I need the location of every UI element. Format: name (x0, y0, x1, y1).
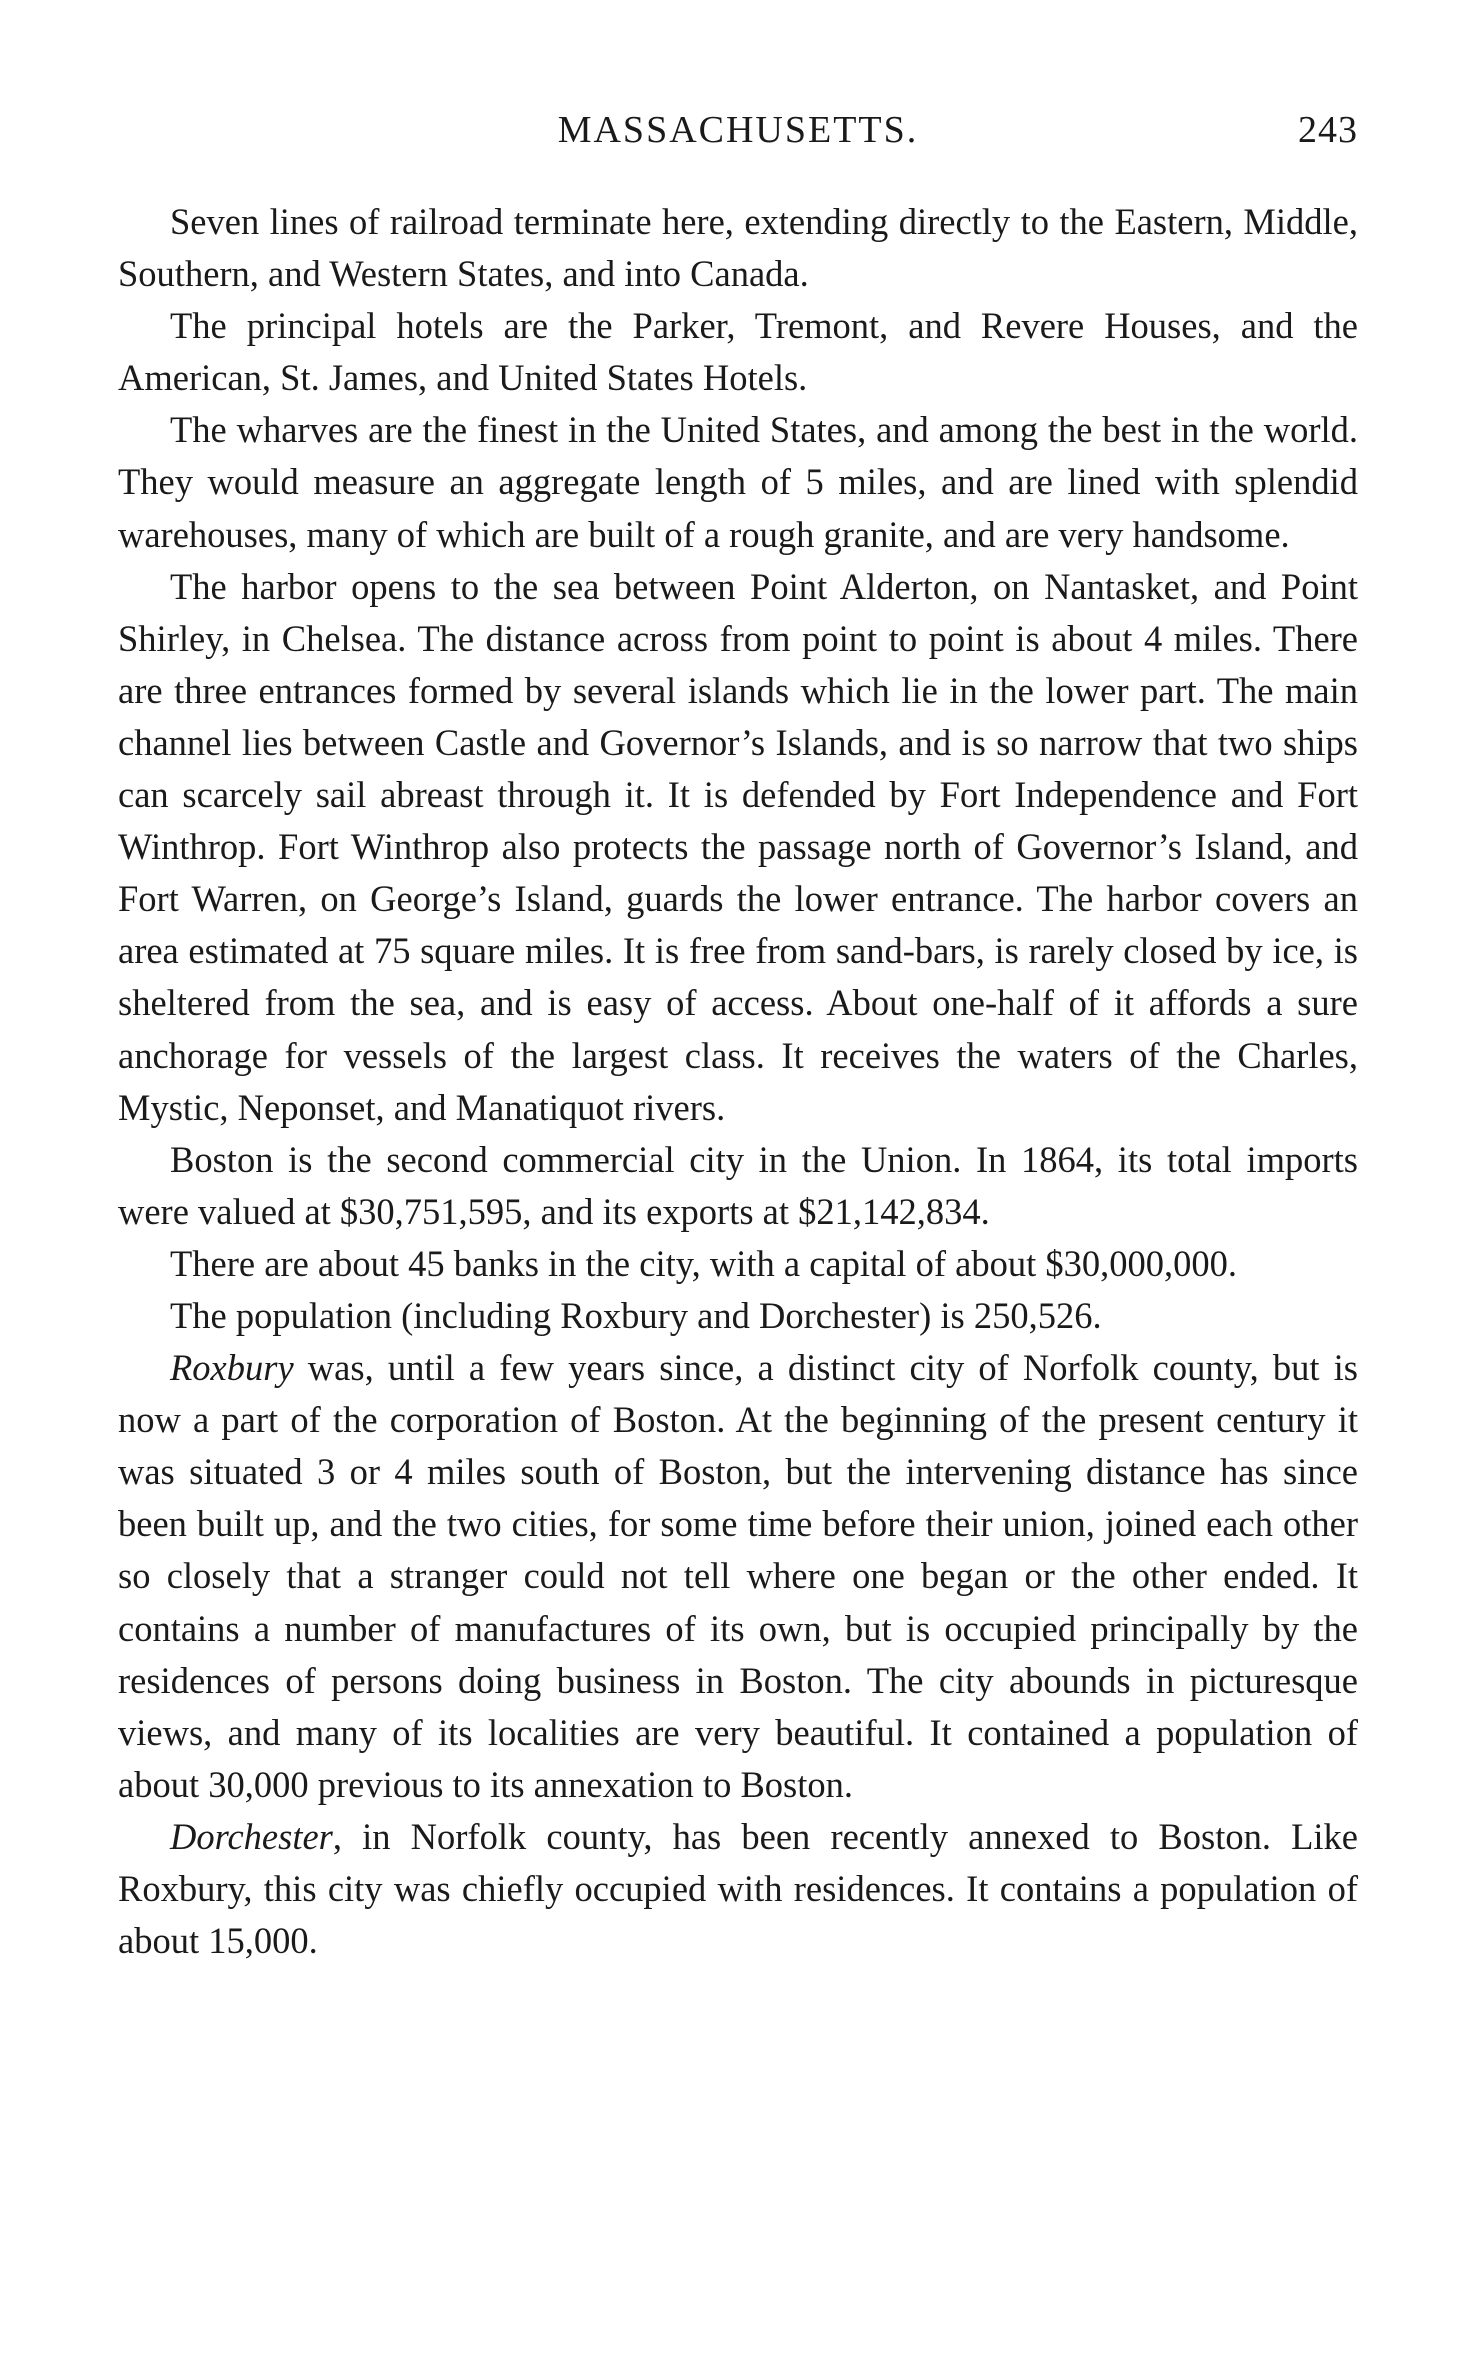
paragraph-wharves (118, 404, 1358, 560)
place-name-roxbury: Roxbury (170, 1347, 294, 1389)
paragraph-text: Seven lines of railroad terminate here, extending directly to the Eastern, Middle, Southern, and Western States, and into Canada. (118, 201, 1358, 295)
paragraph-text: There are about 45 banks in the city, with a capital of about $30,000,000. (170, 1242, 1237, 1284)
paragraph-harbor (118, 561, 1358, 1134)
paragraph-text: The harbor opens to the sea between Point Alderton, on Nantasket, and Point Shirley, in Chelsea. The distance across from point to point is about 4 miles. There are three entrances formed by several islands which lie in the lower part. The main channel lies between Castle and Governor’s Islands, and is so narrow that two ships can scarcely sail abreast through it. It is defended by Fort Independence and Fort Winthrop. Fort Winthrop also protects the passage north of Governor’s Island, and Fort Warren, on George’s Island, guards the lower entrance. The harbor covers an area estimated at 75 square miles. It is free from sand-bars, is rarely closed by ice, is sheltered from the sea, and is easy of access. About one-half of it affords a sure anchorage for vessels of the largest class. It receives the waters of the Charles, Mystic, Neponset, and Manatiquot rivers. (118, 565, 1358, 1128)
running-head (118, 108, 1358, 168)
paragraph-railroads (118, 196, 1358, 300)
paragraph-roxbury (118, 1342, 1358, 1811)
paragraph-commerce (118, 1134, 1358, 1238)
paragraph-dorchester (118, 1811, 1358, 1967)
paragraph-text: Boston is the second commercial city in the Union. In 1864, its total imports were valued at $30,751,595, and its exports at $21,142,834. (118, 1138, 1358, 1232)
paragraph-text: , in Norfolk county, has been recently annexed to Boston. Like Roxbury, this city was chiefly occupied with residences. It contains a population of about 15,000. (118, 1815, 1358, 1962)
running-title: MASSACHUSETTS. (557, 109, 919, 151)
paragraph-banks (118, 1238, 1358, 1290)
paragraph-text: The population (including Roxbury and Dorchester) is 250,526. (170, 1294, 1102, 1336)
paragraph-population (118, 1290, 1358, 1342)
paragraph-hotels (118, 300, 1358, 404)
paragraph-text: The principal hotels are the Parker, Tremont, and Revere Houses, and the American, St. James, and United States Hotels. (118, 305, 1358, 399)
place-name-dorchester: Dorchester (170, 1815, 333, 1857)
paragraph-text: The wharves are the finest in the United States, and among the best in the world. They would measure an aggregate length of 5 miles, and are lined with splendid warehouses, many of which are built of a rough granite, and are very handsome. (118, 409, 1358, 555)
paragraph-text: was, until a few years since, a distinct city of Norfolk county, but is now a part of the corporation of Boston. At the beginning of the present century it was situated 3 or 4 miles south of Boston, but the intervening distance has since been built up, and the two cities, for some time before their union, joined each other so closely that a stranger could not tell where one began or the other ended. It contains a number of manufactures of its own, but is occupied principally by the residences of persons doing business in Boston. The city abounds in picturesque views, and many of its localities are very beautiful. It contained a population of about 30,000 previous to its annexation to Boston. (118, 1347, 1358, 1805)
book-page (118, 108, 1358, 1967)
body-text (118, 196, 1358, 1967)
page-number: 243 (1298, 109, 1358, 151)
